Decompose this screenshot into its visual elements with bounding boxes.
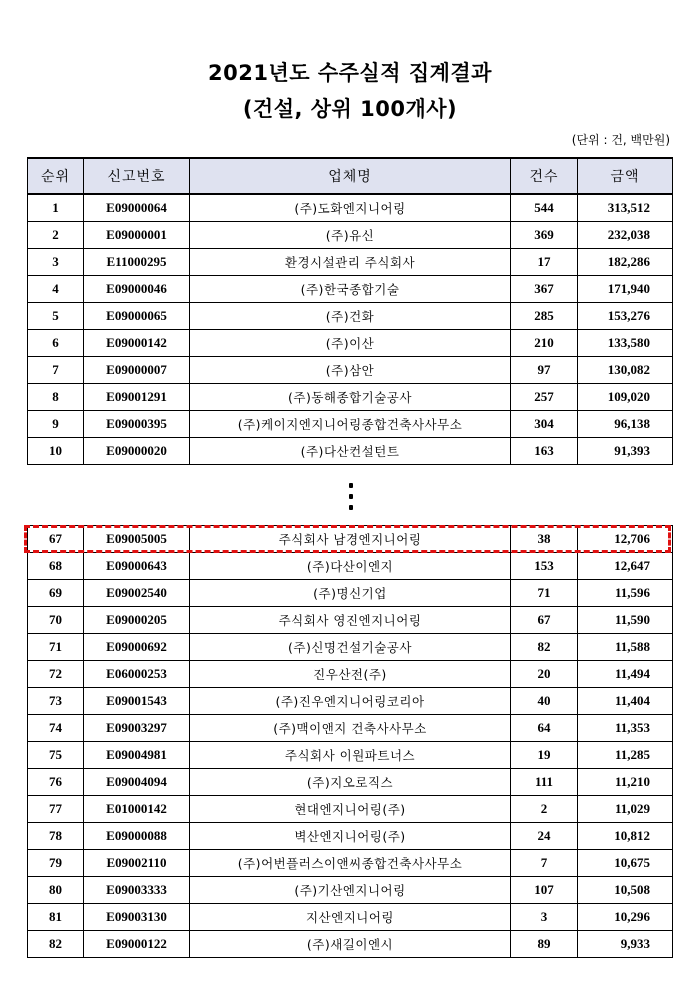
table-body-bottom <box>28 526 673 958</box>
count-cell: 17 <box>511 249 578 276</box>
table-row <box>28 330 673 357</box>
count-cell: 64 <box>511 715 578 742</box>
code-cell: E09002110 <box>84 850 190 877</box>
count-cell: 367 <box>511 276 578 303</box>
table-row <box>28 607 673 634</box>
count-cell: 369 <box>511 222 578 249</box>
company-cell: 주식회사 영진엔지니어링 <box>190 607 511 634</box>
company-cell: 주식회사 이원파트너스 <box>190 742 511 769</box>
code-cell: E09003297 <box>84 715 190 742</box>
amount-cell: 171,940 <box>578 276 673 303</box>
table-row <box>28 384 673 411</box>
amount-cell: 313,512 <box>578 194 673 222</box>
count-cell: 24 <box>511 823 578 850</box>
rank-cell: 7 <box>28 357 84 384</box>
table-row <box>28 688 673 715</box>
table-row <box>28 276 673 303</box>
table-row <box>28 823 673 850</box>
table-row <box>28 931 673 958</box>
header-amount: 금액 <box>578 158 673 194</box>
amount-cell: 9,933 <box>578 931 673 958</box>
table-row <box>28 580 673 607</box>
rank-cell: 77 <box>28 796 84 823</box>
rank-cell: 10 <box>28 438 84 465</box>
code-cell: E09004094 <box>84 769 190 796</box>
table-row <box>28 850 673 877</box>
code-cell: E09001543 <box>84 688 190 715</box>
company-cell: (주)케이지엔지니어링종합건축사사무소 <box>190 411 511 438</box>
code-cell: E09000001 <box>84 222 190 249</box>
table-row <box>28 877 673 904</box>
company-cell: (주)건화 <box>190 303 511 330</box>
ranking-table-bottom <box>27 525 673 958</box>
amount-cell: 10,296 <box>578 904 673 931</box>
rank-cell: 68 <box>28 553 84 580</box>
count-cell: 544 <box>511 194 578 222</box>
amount-cell: 11,404 <box>578 688 673 715</box>
table-row <box>28 796 673 823</box>
table-row <box>28 634 673 661</box>
amount-cell: 10,508 <box>578 877 673 904</box>
count-cell: 82 <box>511 634 578 661</box>
company-cell: (주)맥이앤지 건축사사무소 <box>190 715 511 742</box>
table-body-top <box>28 194 673 465</box>
rank-cell: 1 <box>28 194 84 222</box>
code-cell: E09000065 <box>84 303 190 330</box>
company-cell: 현대엔지니어링(주) <box>190 796 511 823</box>
amount-cell: 11,590 <box>578 607 673 634</box>
unit-note: (단위 : 건, 백만원) <box>571 133 670 147</box>
ellipsis-vertical-icon <box>349 483 353 513</box>
code-cell: E01000142 <box>84 796 190 823</box>
rank-cell: 71 <box>28 634 84 661</box>
rank-cell: 8 <box>28 384 84 411</box>
company-cell: (주)이산 <box>190 330 511 357</box>
amount-cell: 11,210 <box>578 769 673 796</box>
rank-cell: 6 <box>28 330 84 357</box>
code-cell: E09003333 <box>84 877 190 904</box>
table-row <box>28 303 673 330</box>
company-cell: (주)다산이엔지 <box>190 553 511 580</box>
amount-cell: 11,353 <box>578 715 673 742</box>
amount-cell: 12,706 <box>578 526 673 553</box>
rank-cell: 75 <box>28 742 84 769</box>
company-cell: (주)명신기업 <box>190 580 511 607</box>
count-cell: 38 <box>511 526 578 553</box>
count-cell: 111 <box>511 769 578 796</box>
table-row <box>28 194 673 222</box>
company-cell: (주)어번플러스이앤씨종합건축사사무소 <box>190 850 511 877</box>
code-cell: E09000395 <box>84 411 190 438</box>
header-company: 업체명 <box>190 158 511 194</box>
code-cell: E09000007 <box>84 357 190 384</box>
table-row <box>28 526 673 553</box>
count-cell: 163 <box>511 438 578 465</box>
code-cell: E06000253 <box>84 661 190 688</box>
code-cell: E09000046 <box>84 276 190 303</box>
table-row <box>28 661 673 688</box>
rank-cell: 3 <box>28 249 84 276</box>
amount-cell: 11,029 <box>578 796 673 823</box>
count-cell: 107 <box>511 877 578 904</box>
document-subtitle: (건설, 상위 100개사) <box>242 97 458 121</box>
amount-cell: 232,038 <box>578 222 673 249</box>
table-row <box>28 904 673 931</box>
company-cell: (주)다산컨설턴트 <box>190 438 511 465</box>
code-cell: E09002540 <box>84 580 190 607</box>
rank-cell: 76 <box>28 769 84 796</box>
code-cell: E09003130 <box>84 904 190 931</box>
amount-cell: 10,675 <box>578 850 673 877</box>
rank-cell: 74 <box>28 715 84 742</box>
code-cell: E09000122 <box>84 931 190 958</box>
table-header-row <box>28 158 673 194</box>
company-cell: (주)동해종합기술공사 <box>190 384 511 411</box>
count-cell: 20 <box>511 661 578 688</box>
code-cell: E09001291 <box>84 384 190 411</box>
count-cell: 7 <box>511 850 578 877</box>
count-cell: 153 <box>511 553 578 580</box>
table-row <box>28 553 673 580</box>
rank-cell: 73 <box>28 688 84 715</box>
rank-cell: 9 <box>28 411 84 438</box>
company-cell: 진우산전(주) <box>190 661 511 688</box>
company-cell: 지산엔지니어링 <box>190 904 511 931</box>
header-code: 신고번호 <box>84 158 190 194</box>
rank-cell: 72 <box>28 661 84 688</box>
count-cell: 210 <box>511 330 578 357</box>
count-cell: 97 <box>511 357 578 384</box>
table-row <box>28 742 673 769</box>
rank-cell: 82 <box>28 931 84 958</box>
rank-cell: 2 <box>28 222 84 249</box>
company-cell: 환경시설관리 주식회사 <box>190 249 511 276</box>
code-cell: E09000643 <box>84 553 190 580</box>
table-row <box>28 411 673 438</box>
count-cell: 40 <box>511 688 578 715</box>
company-cell: 주식회사 남경엔지니어링 <box>190 526 511 553</box>
code-cell: E09000020 <box>84 438 190 465</box>
rank-cell: 70 <box>28 607 84 634</box>
code-cell: E09000142 <box>84 330 190 357</box>
amount-cell: 11,285 <box>578 742 673 769</box>
amount-cell: 11,494 <box>578 661 673 688</box>
code-cell: E09000088 <box>84 823 190 850</box>
company-cell: (주)신명건설기술공사 <box>190 634 511 661</box>
company-cell: (주)한국종합기술 <box>190 276 511 303</box>
table-row <box>28 249 673 276</box>
amount-cell: 109,020 <box>578 384 673 411</box>
table-row <box>28 357 673 384</box>
code-cell: E11000295 <box>84 249 190 276</box>
company-cell: (주)새길이엔시 <box>190 931 511 958</box>
company-cell: 벽산엔지니어링(주) <box>190 823 511 850</box>
rank-cell: 81 <box>28 904 84 931</box>
table-row <box>28 222 673 249</box>
amount-cell: 96,138 <box>578 411 673 438</box>
amount-cell: 10,812 <box>578 823 673 850</box>
amount-cell: 153,276 <box>578 303 673 330</box>
header-count: 건수 <box>511 158 578 194</box>
amount-cell: 91,393 <box>578 438 673 465</box>
table-row <box>28 715 673 742</box>
company-cell: (주)지오로직스 <box>190 769 511 796</box>
header-rank: 순위 <box>28 158 84 194</box>
rank-cell: 78 <box>28 823 84 850</box>
amount-cell: 133,580 <box>578 330 673 357</box>
amount-cell: 11,596 <box>578 580 673 607</box>
code-cell: E09000064 <box>84 194 190 222</box>
rank-cell: 4 <box>28 276 84 303</box>
rank-cell: 79 <box>28 850 84 877</box>
company-cell: (주)유신 <box>190 222 511 249</box>
code-cell: E09000205 <box>84 607 190 634</box>
code-cell: E09004981 <box>84 742 190 769</box>
count-cell: 19 <box>511 742 578 769</box>
table-row <box>28 438 673 465</box>
rank-cell: 69 <box>28 580 84 607</box>
code-cell: E09005005 <box>84 526 190 553</box>
count-cell: 71 <box>511 580 578 607</box>
rank-cell: 5 <box>28 303 84 330</box>
amount-cell: 182,286 <box>578 249 673 276</box>
code-cell: E09000692 <box>84 634 190 661</box>
document-title: 2021년도 수주실적 집계결과 <box>208 61 492 85</box>
rank-cell: 80 <box>28 877 84 904</box>
table-row <box>28 769 673 796</box>
company-cell: (주)기산엔지니어링 <box>190 877 511 904</box>
count-cell: 2 <box>511 796 578 823</box>
count-cell: 304 <box>511 411 578 438</box>
count-cell: 89 <box>511 931 578 958</box>
amount-cell: 12,647 <box>578 553 673 580</box>
count-cell: 3 <box>511 904 578 931</box>
ranking-table-top <box>27 157 673 465</box>
amount-cell: 11,588 <box>578 634 673 661</box>
company-cell: (주)도화엔지니어링 <box>190 194 511 222</box>
company-cell: (주)진우엔지니어링코리아 <box>190 688 511 715</box>
company-cell: (주)삼안 <box>190 357 511 384</box>
amount-cell: 130,082 <box>578 357 673 384</box>
count-cell: 67 <box>511 607 578 634</box>
rank-cell: 67 <box>28 526 84 553</box>
count-cell: 285 <box>511 303 578 330</box>
count-cell: 257 <box>511 384 578 411</box>
